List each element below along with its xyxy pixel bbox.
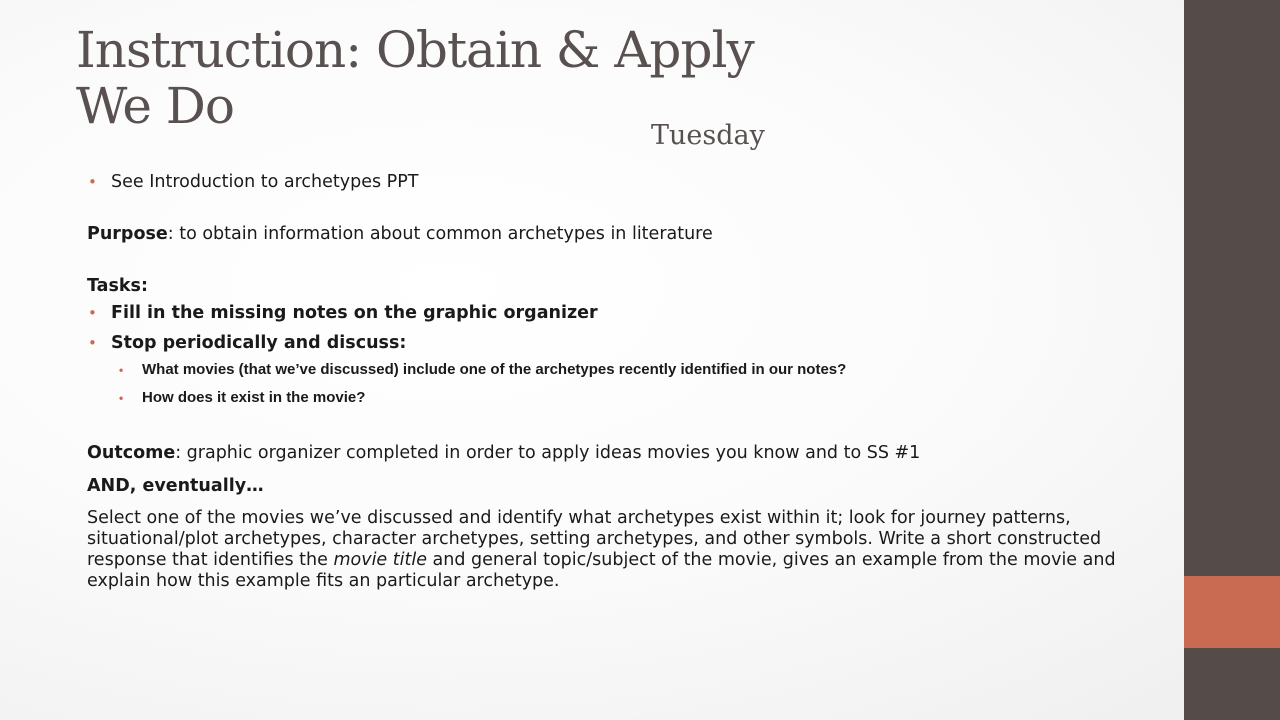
tasks-heading-text: Tasks: [87, 276, 148, 296]
discussion-question [87, 359, 1117, 381]
discussion-question-text: How does it exist in the movie? [142, 389, 366, 406]
slide-body [87, 171, 1117, 592]
purpose-text: : to obtain information about common archetypes in literature [167, 224, 713, 244]
assignment-emphasis: movie title [333, 550, 427, 570]
title-line-1: Instruction: Obtain & Apply [76, 21, 754, 79]
slide-title [76, 21, 1076, 151]
tasks-heading [87, 275, 1117, 297]
assignment-text-1: Select one of the movies we’ve discussed and identify what archetypes exist within it; look for journey patterns, situational/plot archetypes, character archetypes, setting archetypes, and other symbols. Write a short constructed response that identifies the [87, 508, 1102, 570]
outcome-label: Outcome [87, 443, 176, 463]
discussion-question-text: What movies (that we’ve discussed) include one of the archetypes recently identified in our notes? [142, 361, 847, 378]
discussion-question [87, 387, 1117, 409]
intro-bullet [87, 171, 1117, 193]
title-day: Tuesday [651, 120, 765, 151]
task-item-text: Stop periodically and discuss: [111, 333, 407, 353]
task-item [87, 332, 1117, 354]
purpose-line [87, 223, 1117, 245]
purpose-label: Purpose [87, 224, 168, 244]
outcome-text: : graphic organizer completed in order to apply ideas movies you know and to SS #1 [175, 443, 921, 463]
eventually-line [87, 475, 1117, 497]
accent-block [1184, 576, 1280, 648]
title-line-2: We Do [76, 77, 234, 135]
task-item-text: Fill in the missing notes on the graphic organizer [111, 303, 598, 323]
outcome-line [87, 442, 1117, 464]
assignment-paragraph [87, 508, 1117, 592]
intro-bullet-text: See Introduction to archetypes PPT [111, 172, 419, 192]
eventually-text: AND, eventually… [87, 476, 264, 496]
assignment-text-2: and general topic/subject of the movie, gives an example from the movie and explain how this example fits an particular archetype. [87, 550, 1116, 591]
task-item [87, 302, 1117, 324]
